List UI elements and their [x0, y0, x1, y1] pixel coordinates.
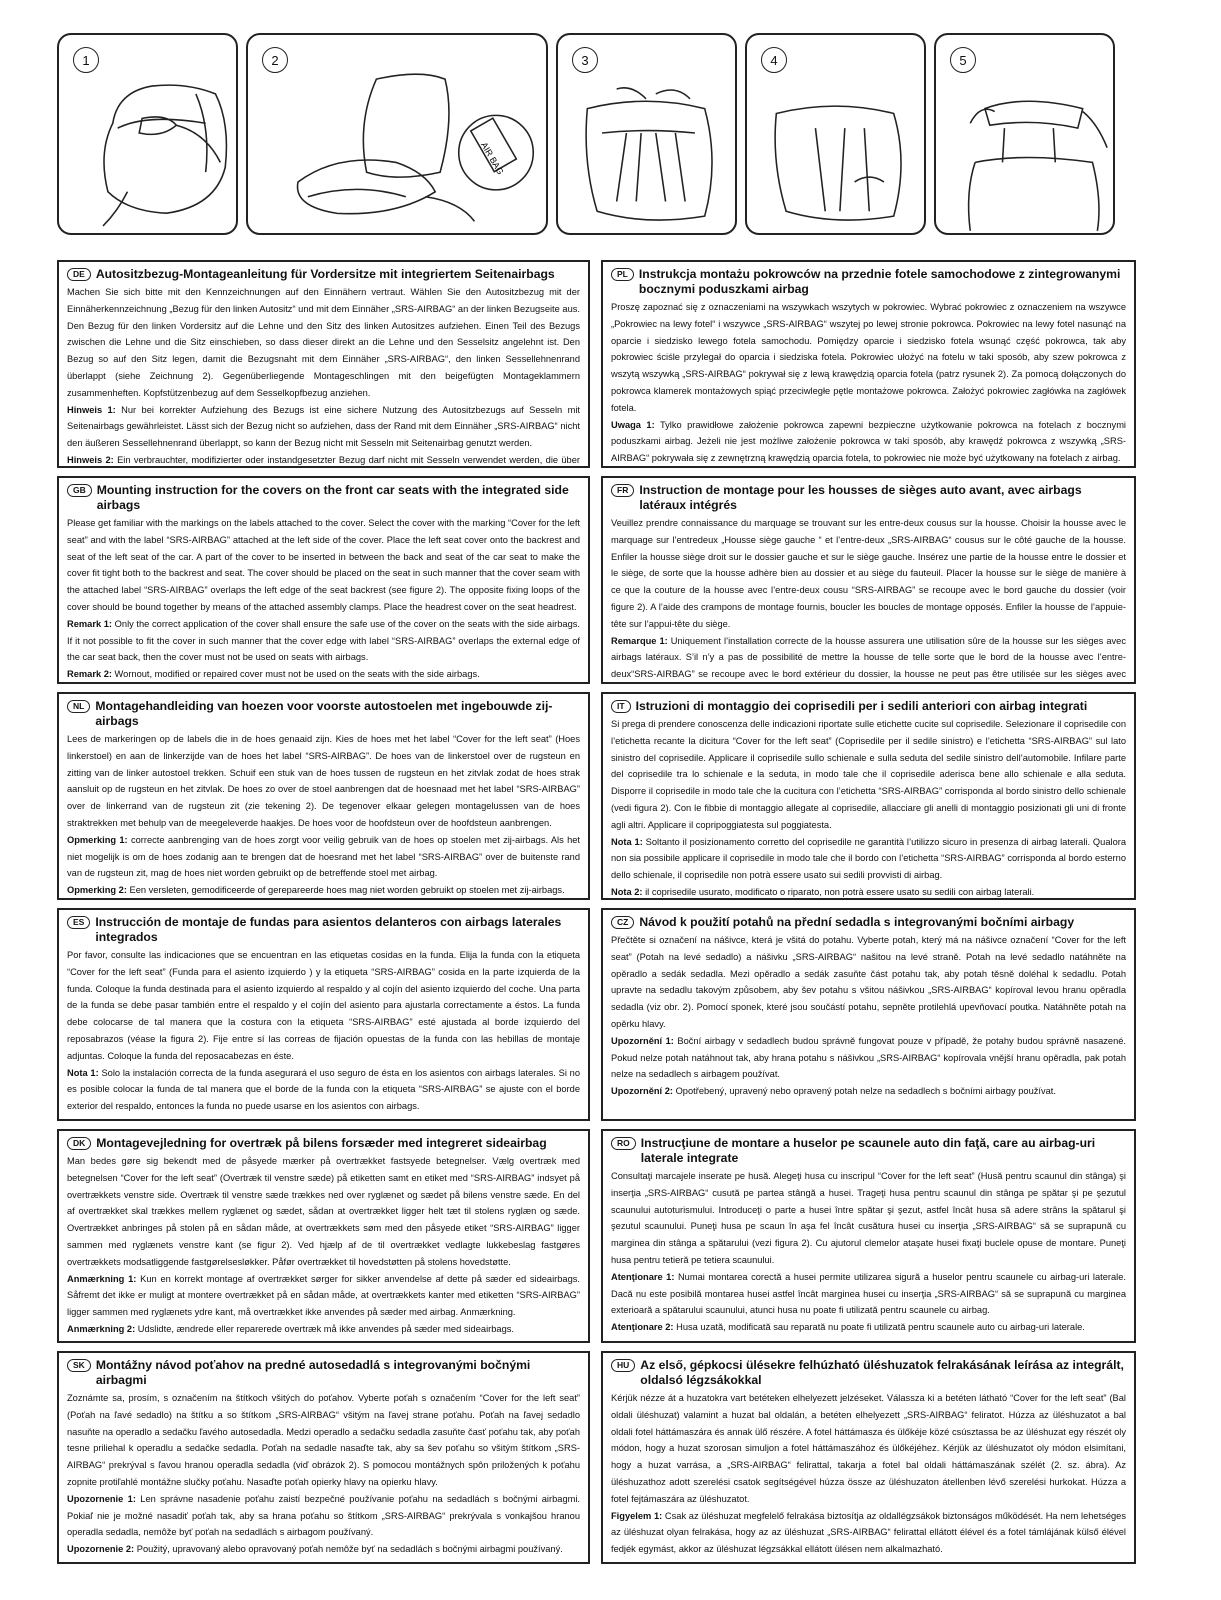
- paragraph: Kérjük nézze át a huzatokra vart betéteken elhelyezett jelzéseket. Válassza ki a betéten látható “Cover for the left seat” (Bal oldali üléshuzat) valamint a huzat bal oldalán, a betéten elhelyezett „SRS-AIRBAG“ feliratot. Húzza az üléshuzatot a bal oldali fotel háttámaszára és annak ülő részére. A fotel háttámasza és ülőkéje közé csúsztassa be az üléshuzat egy részét oly módon, hogy a huzat szorosan simuljon a fotel háttámaszához és ülőkéjéhez. Kérjük az üléshuzatot oly módon elsimítani, hogy a huzat varrása, a „SRS-AIRBAG“ felirattal, takarja a fotel bal oldali háttámaszának szélét (2. sz. ábra). Az üléshuzathoz adott szerelési csatok segítségével húzza össze az üléshuzaton átellenben lévő szerelési hurkokat. Húzza a fotel fejtámaszára az üléshuzatot.: [611, 1393, 1126, 1504]
- section-fr: [601, 476, 1136, 684]
- paragraph: Por favor, consulte las indicaciones que se encuentran en las etiquetas cosidas en la funda. Elija la funda con la etiqueta “Cover for the left seat” (Funda para el asiento izquierdo ) y la etiqueta “SRS-AIRBAG” cosida en la parte izquierda de la funda. Coloque la funda destinada para el asiento izquierdo al respaldo y al cojín del asiento izquierdo del coche. Una parta de la funda se debe pasar también entre el respaldo y el cojín del asiento para ajustarla correctamente a éstos. La funda debe colocarse de tal manera que la costura con la etiqueta “SRS-AIRBAG” esté ajustada al borde izquierdo del reposabrazos (véase la figura 2). Fije entre sí las correas de fijación opuestas de la funda con las hebillas de montaje adjuntas. Coloque la funda del reposacabezas en éste.: [67, 950, 580, 1061]
- section-dk: [57, 1129, 590, 1343]
- figure-5: [934, 33, 1115, 235]
- paragraph: Nota 2: il coprisedile usurato, modificato o riparato, non potrà essere usato su sedili con airbag laterali.: [611, 886, 1035, 897]
- paragraph: Upozornění 1: Boční airbagy v sedadlech budou správně fungovat pouze v případě, že potahy budou správně nasazené. Pokud nelze potah natáhnout tak, aby hrana potahu s nášivkou „SRS-AIRBAG“ kopírovala vnější hranu opěradla, pak potah nelze na sedadlech s airbagem používat.: [611, 1035, 1126, 1080]
- paragraph: Si prega di prendere conoscenza delle indicazioni riportate sulle etichette cucite sul coprisedile. Selezionare il coprisedile con l’etichetta recante la dicitura “Cover for the left seat” (Coprisedile per il sedile sinistro) e l’etichetta “SRS-AIRBAG” sul lato sinistro del coprisedile. Applicare il coprisedile sullo schienale e sulla seduta del sedile sinistro dell’automobile. Infilare parte del coprisedile tra lo schienale e la seduta, in modo tale che il coprisedile aderisca bene allo schienale e alla seduta. Disporre il coprisedile in modo tale che la cucitura con l’etichetta “SRS-AIRBAG” corrisponda al bordo sinistro dello schienale (vedi figura 2). Con le fibbie di montaggio allegate al coprisedile, allacciare gli anelli di montaggio posizionati gli uni di fronte agli altri. Applicare il copripoggiatesta sul poggiatesta.: [611, 719, 1126, 830]
- paragraph: Zoznámte sa, prosím, s označením na štítkoch všitých do poťahov. Vyberte poťah s označením “Cover for the left seat” (Poťah na ľavé sedadlo) na štítku a so štítkom „SRS-AIRBAG“ všitým na ľavej strane poťahu. Poťah na ľavej sedadlo nasuňte na operadlo a sedačku ľavého autosedadla. Medzi operadlo a sedačku sedadla zasuňte časť poťahu tak, aby poťah tesne priliehal k operadlu a sedačke sedadla. Poťah na sedadle nasaďte tak, aby sa šev poťahu so všitým štítkom „SRS-AIRBAG“ prekrýval s ľavou hranou operadla sedadla (viď obrázok 2). S pomocou montážnych spôn priložených k poťahu zopnite protiľahlé montážne slučky poťahu. Nasaďte poťah opierky hlavy na opierku hlavy.: [67, 1393, 580, 1487]
- section-pl: [601, 260, 1136, 468]
- language-badge: DE: [67, 268, 91, 281]
- paragraph: [67, 1115, 580, 1121]
- figure-1: [57, 33, 238, 235]
- paragraph: Lees de markeringen op de labels die in de hoes genaaid zijn. Kies de hoes met het label “Cover for the left seat” (Hoes linkerstoel) en aan de linkerzijde van de hoes het label “SRS-AIRBAG”. De hoes van de linkerstoel over de rugsteun en zitting van de linker autostoel trekken. Schuif een stuk van de hoes tussen de rugsteun en het zitvlak zodat de hoes strak aansluit op de rugsteun en het zitvlak. De hoes zo over de stoel aanbrengen dat de hoesnaad met het label “SRS-AIRBAG” over de linkerrand van de rugsteun zit (zie tekening 2). De tegenover elkaar gelegen montagelussen van de hoes straktrekken met behulp van de meegeleverde haakjes. De hoes voor de hoofdsteun over de hoofdsteun aanbrengen.: [67, 734, 580, 828]
- paragraph: Machen Sie sich bitte mit den Kennzeichnungen auf den Einnähern vertraut. Wählen Sie den Autositzbezug mit der Einnäherkennzeichnung „Bezug für den linken Autositz“ und mit dem Einnäher „SRS-AIRBAG“ an der linken Bezugseite aus. Den Bezug für den linken Vordersitz auf die Lehne und den Sitz des linken Autositzes aufziehen. Einen Teil des Bezugs zwischen die Lehne und die Sitz einschieben, so dass dieser direkt an die Lehne und den Sesselsitz angelehnt ist. Den Bezug so auf den Sitz legen, damit die Bezugsnaht mit dem Einnäher „SRS-AIRBAG“, den linken Sessellehnenrand überlappt (siehe Zeichnung 2). Gegenüberliegende Montageschlingen mit den beigefügten Montageklammern zusammenheften. Kopfstützenbezug auf dem Sesselkopfbezug anziehen.: [67, 287, 580, 398]
- figure-3: [556, 33, 737, 235]
- paragraph: Remark 2: Wornout, modified or repaired cover must not be used on the seats with the side airbags.: [67, 669, 480, 680]
- paragraph: Atenţionare 2: Husa uzată, modificată sau reparată nu poate fi utilizată pentru scaunele auto cu airbag-uri laterale.: [611, 1322, 1085, 1333]
- figure-number: 2: [262, 47, 288, 73]
- section-title: Montagevejledning for overtræk på bilens forsæder med integreret sideairbag: [96, 1136, 547, 1150]
- paragraph: Nota 1: Soltanto il posizionamento corretto del coprisedile ne garantità l’utilizzo sicuro in presenza di airbag laterali. Qualora non sia possibile applicare il coprisedile in modo tale che il bordo con l’etichetta “SRS-AIRBAG” corrisponda al bordo esterno dello schienale, il coprisedile non potrà essere usato sui sedili provvisti di airbag.: [611, 836, 1127, 881]
- section-nl: [57, 692, 590, 900]
- section-title: Istruzioni di montaggio dei coprisedili per i sedili anteriori con airbag integrati: [635, 699, 1088, 713]
- section-es: [57, 908, 590, 1121]
- paragraph: Figyelem 1: Csak az üléshuzat megfelelő felrakása biztosítja az oldallégzsákok biztonságos működését. Ha nem lehetséges az üléshuzat olyan felrakása, hogy az az üléshuzat „SRS-AIRBAG“ felirattal ellátott élével és a fotel támlájának külső élével fedjék egymást, akkor az üléshuzat légzsákkal ellátott ülésen nem alkalmazható.: [611, 1510, 1126, 1555]
- paragraph: Veuillez prendre connaissance du marquage se trouvant sur les entre-deux cousus sur la housse. Choisir la housse avec le marquage sur l’entredeux „Housse siège gauche “ et l’entre-deux „SRS-AIRBAG“ cousus sur le côté gauche de la housse. Enfiler la housse siège droit sur le dossier gauche et sur le siège gauche. Insérez une partie de la housse entre le dossier et le siège, de sorte que la housse adhère bien au dossier et au siège du fauteuil. Placer la housse sur le siège de manière à ce que la couture de la housse avec l’entre-deux cousu “SRS-AIRBAG” se recoupe avec le bord gauche du dossier (voir figure 2). A l’aide des crampons de montage fournis, boucler les boucles de montage opposés. Enfiler la housse de l’appuie-tête sur l’appui-tête du siège.: [611, 518, 1126, 629]
- section-sk: [57, 1351, 590, 1564]
- figure-number: 3: [572, 47, 598, 73]
- section-title: Instrukcja montażu pokrowców na przednie fotele samochodowe z zintegrowanymi bocznymi poduszkami airbag: [638, 267, 1121, 296]
- paragraph: [611, 467, 1126, 468]
- paragraph: Remark 1: Only the correct application of the cover shall ensure the safe use of the cover on the seats with the side airbags. If it not possible to fit the cover in such manner that the cover edge with label “SRS-AIRBAG” overlaps the external edge of the car seat back, then the cover must not be used on seats with airbags.: [67, 618, 581, 663]
- paragraph: Upozornenie 1: Len správne nasadenie poťahu zaistí bezpečné používanie poťahu na sedadlách s bočnými airbagmi. Pokiaľ nie je možné nasadiť poťah tak, aby sa hrana poťahu so štítkom „SRS-AIRBAG“ prekrývala s vonkajšou hranou operadla sedadla, nemôže byť poťah na sedadlách s airbagom používaný.: [67, 1493, 581, 1538]
- language-badge: HU: [611, 1359, 635, 1372]
- paragraph: Uwaga 1: Tylko prawidłowe założenie pokrowca zapewni bezpieczne użytkowanie pokrowca na fotelach z bocznymi poduszkami airbag. Jeżeli nie jest możliwe założenie pokrowca w taki sposób, aby krawędź pokrowca z wszywką „SRS-AIRBAG“ pokrywała się z zewnętrzną krawędzią oparcia fotela, to pokrowiec nie może być użytkowany na fotelach z airbag.: [611, 419, 1126, 464]
- language-badge: CZ: [611, 916, 634, 929]
- section-it: [601, 692, 1136, 900]
- language-badge: SK: [67, 1359, 91, 1372]
- section-de: [57, 260, 590, 468]
- language-badge: ES: [67, 916, 90, 929]
- paragraph: Atenţionare 1: Numai montarea corectă a husei permite utilizarea sigură a huselor pentru scaunele cu airbag-uri laterale. Dacă nu este posibilă montarea husei astfel încât marginea husei cu inserţia „SRS-AIRBAG“ să se suprapună cu marginea exterioară a spătarului scaunului, atunci husa nu poate fi utilizată pentru scaunele cu airbag.: [611, 1271, 1126, 1316]
- figure-number: 4: [761, 47, 787, 73]
- figure-2: [246, 33, 548, 235]
- section-title: Mounting instruction for the covers on the front car seats with the integrated side airbags: [96, 483, 569, 512]
- language-badge: DK: [67, 1137, 91, 1150]
- paragraph: Přečtěte si označení na nášivce, která je všitá do potahu. Vyberte potah, který má na nášivce označení “Cover for the left seat” (Potah na levé sedadlo) a nášivku „SRS-AIRBAG“ našitou na levé straně. Potah na levé sedadlo natáhněte na opěradlo a sedák sedadla. Mezi opěradlo a sedák zasuňte část potahu tak, aby potah těsně doléhal k sedadlu. Potah upravte na sedadlu takovým způsobem, aby šev potahu s všitou nášivkou „SRS-AIRBAG“ kopíroval levou hranu opěradla sedadla (viz obr. 2). Pomocí sponek, které jsou součástí potahu, sepněte protilehlá upevňovací poutka. Natáhněte potah na opěrku hlavy.: [611, 935, 1126, 1029]
- section-title: Montagehandleiding van hoezen voor voorste autostoelen met ingebouwde zij-airbags: [95, 699, 553, 728]
- section-cz: [601, 908, 1136, 1121]
- section-title: Instruction de montage pour les housses de sièges auto avant, avec airbags latéraux intégrés: [639, 483, 1082, 512]
- section-hu: [601, 1351, 1136, 1564]
- language-badge: FR: [611, 484, 634, 497]
- paragraph: Upozornenie 2: Použitý, upravovaný alebo opravovaný poťah nemôže byť na sedadlách s bočnými airbagmi používaný.: [67, 1544, 563, 1555]
- language-badge: PL: [611, 268, 634, 281]
- paragraph: Please get familiar with the markings on the labels attached to the cover. Select the cover with the marking “Cover for the left seat” and with the label “SRS-AIRBAG” attached at the left side of the cover. Place the left seat cover onto the backrest and seat of the left seat of the car. A part of the cover to be inserted in between the back and seat of the car seat to make the cover fit tight both to the backrest and seat. The cover should be placed on the seat in such manner that the cover seam with the attached label “SRS-AIRBAG” overlaps the left edge of the seat backrest (see figure 2). The opposite fixing loops of the cover should be bound together by means of the attached assembly clamps. Place the headrest cover on the seat headrest.: [67, 518, 580, 612]
- airbag-label: AIR BAG: [479, 140, 506, 177]
- paragraph: Man bedes gøre sig bekendt med de påsyede mærker på overtrækket fastsyede betegnelser. Vælg overtræk med betegnelsen “Cover for the left seat” (Overtræk til venstre sæde) på etiketten samt en etiket med “SRS-AIRBAG” indsyet på overtrækkets venstre side. Overtræk til venstre sæde trækkes ned over ryglænet og sædet på bilens venstre sæde. En del af overtrækket skal trækkes mellem ryglænet og sædet, sådan at overtrækket ligger helt tæt til stolens ryglæn og sæde. Overtrækket anbringes på stolen på en sådan måde, at overtrækkets søm med den påsyede etiket “SRS-AIRBAG” ligger sammen med ryglænets venstre kant (se figur 2). Ved hjælp af de til overtrækket vedlagte lukkebeslag fastgøres overtrækkets modsatliggende fastgørelsesløkker. Påfør overtrækket til hovedstøtten på stolens hovedstøtte.: [67, 1156, 580, 1267]
- figure-4: [745, 33, 926, 235]
- paragraph: [611, 1558, 1126, 1564]
- language-badge: GB: [67, 484, 92, 497]
- section-gb: [57, 476, 590, 684]
- section-title: Instrucţiune de montare a huselor pe scaunele auto din faţă, care au airbag-uri laterale integrate: [640, 1136, 1096, 1165]
- language-badge: RO: [611, 1137, 636, 1150]
- paragraph: Opmerking 1: correcte aanbrenging van de hoes zorgt voor veilig gebruik van de hoes op stoelen met zij-airbags. Als het niet mogelijk is om de hoes zodanig aan te brengen dat de hoesrand met het label “SRS-AIRBAG” over de buitenste rand van de rugsteun zit, mag de hoes niet worden gebruikt op de betreffende stoel met airbag.: [67, 834, 580, 879]
- paragraph: Hinweis 1: Nur bei korrekter Aufziehung des Bezugs ist eine sichere Nutzung des Autositzbezugs auf Sesseln mit Seitenairbags gewährleistet. Lässt sich der Bezug nicht so aufziehen, dass der Rand mit dem Einnäher „SRS-AIRBAG“ nicht den äußeren Sessellehnenrand überlappt, so kann der Bezug nicht mit Sesseln mit Seitenairbag genutzt werden.: [67, 404, 580, 449]
- paragraph: Anmærkning 1: Kun en korrekt montage af overtrækket sørger for sikker anvendelse af dette på sæder ed sideairbags. Såfremt det ikke er muligt at montere overtrækket på en sådan måde, at overtrækkets kanter med etiketten “SRS-AIRBAG” ligger sammen med ryglænets ydre kant, må overtrækket ikke anvendes på sæder med airbag. Anmærkning.: [67, 1273, 581, 1318]
- paragraph: Remarque 1: Uniquement l’installation correcte de la housse assurera une utilisation sûre de la housse sur les sièges avec airbags latéraux. S’il n’y a pas de possibilité de mettre la housse de telle sorte que le bord de la housse avec l’entre-deux“SRS-AIRBAG” se recoupe avec le bord extérieur du dossier, la housse ne peut pas être utilisée sur les sièges avec: [611, 635, 1126, 680]
- section-title: Autositzbezug-Montageanleitung für Vordersitze mit integriertem Seitenairbags: [95, 267, 555, 281]
- section-ro: [601, 1129, 1136, 1343]
- section-title: Návod k použití potahů na přední sedadla s integrovanými bočními airbagy: [639, 915, 1075, 929]
- paragraph: Anmærkning 2: Udslidte, ændrede eller reparerede overtræk må ikke anvendes på sæder med sideairbags.: [67, 1323, 514, 1334]
- figure-number: 1: [73, 47, 99, 73]
- paragraph: Consultaţi marcajele inserate pe husă. Alegeţi husa cu inscripul “Cover for the left seat” (Husă pentru scaunul din stânga) şi inserţia „SRS-AIRBAG“ cusută pe partea stângă a husei. Trageţi husa pentru scaunul din stânga pe spătar şi pe şezutul scaunului autoturismului. Introduceţi o parte a husei între spătar şi şezut, astfel încât husa să adere strâns la spătarul şi şezutul scaunului. Puneţi husa pe scaun în aşa fel încât cusătura husei cu inserţia „SRS-AIRBAG“ să se suprapună cu marginea din stânga a spătarului (vezi figura 2). Cu ajutorul clemelor ataşate husei fixaţi buclele opuse de montare. Puneţi husa pentru tetieră pe tetiera scaunului.: [611, 1171, 1126, 1265]
- paragraph: Nota 1: Solo la instalación correcta de la funda asegurará el uso seguro de ésta en los asientos con airbags laterales. Si no es posible colocar la funda de tal manera que el borde de la funda con la etiqueta “SRS-AIRBAG” se ajuste con el borde exterior del respaldo, entonces la funda no puede usarse en los asientos con airbags.: [67, 1067, 580, 1112]
- paragraph: Upozornění 2: Opotřebený, upravený nebo opravený potah nelze na sedadlech s bočními airbagy používat.: [611, 1086, 1056, 1097]
- figure-number: 5: [950, 47, 976, 73]
- language-badge: IT: [611, 700, 631, 713]
- paragraph: Proszę zapoznać się z oznaczeniami na wszywkach wszytych w pokrowiec. Wybrać pokrowiec z oznaczeniem na wszywce „Pokrowiec na lewy fotel“ i wszywce „SRS-AIRBAG“ wszytej po lewej stronie pokrowca. Pokrowiec na lewy fotel nasunąć na oparcie i siedzisko lewego fotela samochodu. Pomiędzy oparcie i siedzisko fotela wsunąć część pokrowca, tak aby pokrowiec ściśle przylegał do oparcia i siedziska fotela. Pokrowiec ułożyć na fotelu w taki sposób, aby szew pokrowca z wszytą wszywką „SRS-AIRBAG“ pokrywał się z lewą krawędzią oparcia fotela (patrz rysunek 2). Za pomocą dołączonych do pokrowca klamerek montażowych spiąć przeciwległe pętle montażowe pokrowca. Założyć pokrowiec zagłówka na zagłówek fotela.: [611, 302, 1126, 413]
- language-badge: NL: [67, 700, 90, 713]
- paragraph: Hinweis 2: Ein verbrauchter, modifizierter oder instandgesetzter Bezug darf nicht mit Sesseln verwendet werden, die über: [67, 454, 580, 465]
- section-title: Instrucción de montaje de fundas para asientos delanteros con airbags laterales integrados: [95, 915, 562, 944]
- seat-cover-drawing-2: [248, 35, 546, 233]
- section-title: Montážny návod poťahov na predné autosedadlá s integrovanými bočnými airbagmi: [95, 1358, 531, 1387]
- section-title: Az első, gépkocsi ülésekre felhúzható üléshuzatok felrakásának leírása az integrált, oldalsó légzsákokkal: [640, 1358, 1124, 1387]
- paragraph: Opmerking 2: Een versleten, gemodificeerde of gerepareerde hoes mag niet worden gebruikt op stoelen met zij-airbags.: [67, 885, 565, 896]
